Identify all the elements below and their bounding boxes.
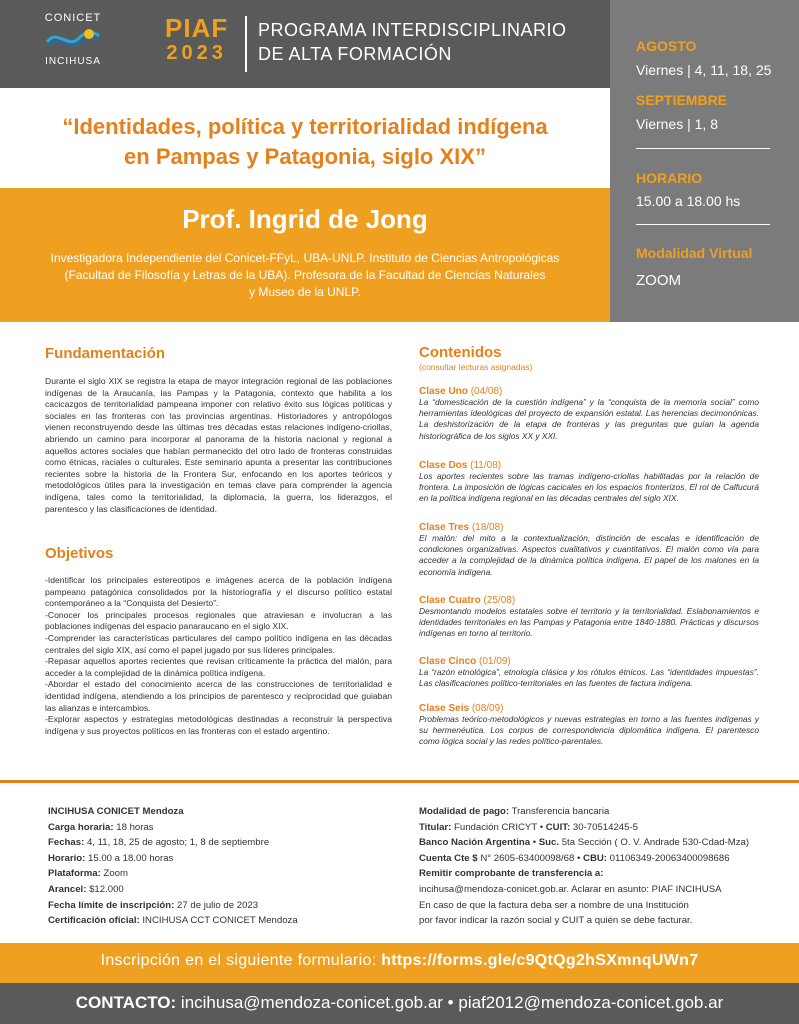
class-date: (01/09)	[479, 656, 511, 667]
class-name: Clase Dos	[419, 460, 468, 471]
program-title	[258, 18, 567, 66]
september-days	[636, 116, 718, 132]
contenidos-heading: Contenidos	[419, 344, 502, 361]
pipe-separator: |	[687, 116, 695, 132]
info-row: Fechas: 4, 11, 18, 25 de agosto; 1, 8 de septiembre	[48, 837, 270, 849]
professor-desc-line: y Museo de la UNLP.	[249, 285, 361, 299]
objetivos-heading: Objetivos	[45, 545, 114, 562]
modalidad-value: ZOOM	[636, 272, 681, 289]
class-text: El malón: del mito a la contextualización, distinción de escalas e identificación de condiciones organizativas. Aspectos cualitativos y cuantitativos. El malón como vía para acceder a la complejidad de la dinámica política indígena. El papel de los malones en la economía indígena.	[419, 533, 759, 577]
professor-desc-line: (Facultad de Filosofía y Letras de la UBA). Profesora de la Facultad de Ciencias Naturales	[64, 268, 546, 282]
horario-value: 15.00 a 18.00 hs	[636, 193, 741, 209]
remit-line: incihusa@mendoza-conicet.gob.ar. Aclarar en asunto: PIAF INCIHUSA	[419, 883, 722, 895]
section-separator	[0, 780, 799, 783]
conicet-wave-icon	[43, 26, 103, 52]
schedule-divider	[636, 148, 770, 149]
course-title	[12, 112, 598, 172]
course-title-line-1: “Identidades, política y territorialidad indígena	[62, 114, 548, 139]
class-block	[419, 703, 759, 748]
contact-email-2[interactable]: piaf2012@mendoza-conicet.gob.ar	[458, 993, 724, 1012]
info-row: Arancel: $12.000	[48, 883, 124, 895]
payment-bank: Banco Nación Argentina • Suc. 5ta Sección ( O. V. Andrade 530-Cdad-Mza)	[419, 837, 750, 849]
conicet-logo	[28, 12, 118, 82]
class-block	[419, 460, 759, 505]
payment-account: Cuenta Cte $ N° 2605-63400098/68 • CBU: 01106349-20063400098686	[419, 852, 730, 864]
objetivo-item: -Explorar aspectos y estrategias metodológicas destinadas a reconstruir la perspectiva indígena y sus proyectos políticos en las fronteras con el estado argentino.	[45, 714, 392, 736]
schedule-divider	[636, 224, 770, 225]
class-text: Los aportes recientes sobre las tramas indígeno-criollas habilitadas por la relación de frontera. La imposición de lógicas cacicales en los espacios fronterizos. El rol de Calfucurá en la política indígena regional en las décadas centrales del siglo XIX.	[419, 471, 759, 504]
class-text: Desmontando modelos estatales sobre el territorio y la territorialidad. Eslabonamientos e identidades territoriales en las Pampas y Patagonia entre 1840-1880. Prácticas y discursos indígenas en torno al territorio.	[419, 606, 759, 639]
pipe-separator: |	[687, 62, 695, 78]
registration-link[interactable]: https://forms.gle/c9QtQg2hSXmnqUWn7	[381, 952, 699, 969]
class-date: (08/09)	[471, 703, 504, 714]
class-name: Clase Seis	[419, 703, 470, 714]
objetivo-item: -Repasar aquellos aportes recientes que revisan críticamente la práctica del malón, para acceder a la complejidad de la dinámica política indígena.	[45, 656, 392, 678]
info-row: Horario: 15.00 a 18.00 horas	[48, 852, 174, 864]
contact-line	[0, 993, 799, 1013]
objetivo-item: -Identificar los principales estereotipos e imágenes acerca de la población indígena pampeano patagónica consolidados por la historiografía y el discurso político estatal contemporáneo a la “Conquista del Desierto”.	[45, 575, 392, 609]
objetivos-list	[45, 575, 392, 737]
program-line-2: DE ALTA FORMACIÓN	[258, 44, 452, 64]
professor-desc-line: Investigadora Independiente del Conicet-FFyL, UBA-UNLP. Instituto de Ciencias Antropológicas	[50, 251, 560, 265]
fundamentacion-text: Durante el siglo XIX se registra la etapa de mayor integración regional de las poblaciones indígenas de la Araucanía, las Pampas y la Patagonia, contexto que habilita a los cacicazgos de territorialidad pampeana imponer con relativo éxito sus lógicas políticas y sociales en las fronteras con las provincias argentinas. Historiadores y antropólogos vienen reconstruyendo desde las últimas tres décadas estas relaciones indígeno-criollas, abriendo un camino para incorporar al panorama de la historia nacional y regional a aquellos actores sociales que habían permanecido del otro lado de fronteras construidas como étnicas, raciales o culturales. Este seminario apunta a presentar las contribuciones recientes sobre la historia de la Frontera Sur, enfocando en los aportes teóricos y metodológicos útiles para la investigación en temas clave para comprender la agencia indígena, tales como la territorialidad, la diplomacia, la guerra, los liderazgos, el parentesco y las clasificaciones de identidad.	[45, 376, 392, 514]
month-august: AGOSTO	[636, 38, 697, 54]
contact-separator: •	[447, 993, 454, 1012]
registration-label: Inscripción en el siguiente formulario:	[100, 952, 377, 969]
class-block	[419, 522, 759, 578]
payment-info	[419, 804, 789, 929]
piaf-year: 2023	[166, 42, 227, 64]
class-name: Clase Uno	[419, 386, 468, 397]
remit-line: por favor indicar la razón social y CUIT a quién se debe facturar.	[419, 915, 693, 927]
org-name: INCIHUSA CONICET Mendoza	[48, 806, 184, 817]
class-date: (18/08)	[471, 522, 504, 533]
class-name: Clase Tres	[419, 522, 470, 533]
remit-line: En caso de que la factura deba ser a nombre de una Institución	[419, 899, 689, 911]
class-block	[419, 386, 759, 442]
payment-titular: Titular: Fundación CRICYT • CUIT: 30-70514245-5	[419, 821, 639, 833]
piaf-word: PIAF	[165, 13, 229, 43]
contenidos-subheading: (consultar lecturas asignadas)	[419, 362, 533, 372]
professor-description	[30, 250, 580, 301]
class-date: (11/08)	[470, 460, 502, 471]
info-row: Carga horaria: 18 horas	[48, 821, 154, 833]
course-info	[48, 804, 388, 929]
piaf-mark	[165, 14, 228, 64]
objetivo-item: -Abordar el estado del conocimiento acerca de las construcciones de territorialidad e identidad indígena, atendiendo a los principios de parentesco y reciprocidad que guiaban las alianzas e intercambios.	[45, 679, 392, 713]
august-days-values: 4, 11, 18, 25	[694, 62, 772, 78]
payment-method: Modalidad de pago: Transferencia bancaria	[419, 806, 610, 817]
class-date: (04/08)	[470, 386, 503, 397]
fundamentacion-heading: Fundamentación	[45, 345, 166, 362]
modalidad-label: Modalidad Virtual	[636, 245, 753, 261]
remit-heading: Remitir comprobante de transferencia a:	[419, 868, 604, 880]
info-row: Fecha límite de inscripción: 27 de julio de 2023	[48, 899, 259, 911]
contact-email-1[interactable]: incihusa@mendoza-conicet.gob.ar	[180, 993, 443, 1012]
horario-label: HORARIO	[636, 170, 703, 186]
contact-label: CONTACTO:	[75, 993, 177, 1012]
program-line-1: PROGRAMA INTERDISCIPLINARIO	[258, 20, 567, 40]
header-divider	[245, 16, 247, 72]
august-days-label: Viernes	[636, 62, 684, 78]
august-days	[636, 62, 771, 78]
info-row: Plataforma: Zoom	[48, 868, 128, 880]
class-text: Problemas teórico-metodológicos y nuevas estrategias en torno a las fuentes indígenas y su hermenéutica. Los corpus de correspondencia diplomática indígena. El parentesco como lógica social y las redes político-parentales.	[419, 714, 759, 747]
professor-name: Prof. Ingrid de Jong	[182, 204, 428, 234]
month-september: SEPTIEMBRE	[636, 92, 728, 108]
class-name: Clase Cinco	[419, 656, 477, 667]
info-row: Certificación oficial: INCIHUSA CCT CONICET Mendoza	[48, 915, 298, 927]
objetivo-item: -Comprender las características particulares del campo político indígena en las décadas centrales del siglo XIX, así como el papel jugado por sus líderes principales.	[45, 632, 392, 655]
class-date: (25/08)	[483, 595, 516, 606]
logo-top-text: CONICET	[44, 12, 102, 24]
objetivo-item: -Conocer los principales procesos regionales que atraviesan e involucran a las poblaciones indígenas del espacio panaraucano en el siglo XIX.	[45, 609, 392, 632]
course-title-line-2: en Pampas y Patagonia, siglo XIX”	[124, 144, 486, 169]
class-block	[419, 656, 759, 689]
september-days-label: Viernes	[636, 116, 684, 132]
class-name: Clase Cuatro	[419, 595, 481, 606]
logo-bottom-text: INCIHUSA	[45, 56, 101, 67]
class-text: La “razón etnológica”, etnología clásica y los rótulos étnicos. Las “identidades impuestas”. Las clasificaciones político-territoriales en las fuentes de factura indígena.	[419, 667, 759, 689]
september-days-values: 1, 8	[694, 116, 718, 132]
class-block	[419, 595, 759, 640]
registration-text	[0, 952, 799, 970]
class-text: La “domesticación de la cuestión indígena” y la “conquista de la memoria social” como herramientas ideológicas del proyecto de expansión estatal. Las herencias decimonónicas. La deshistorización de la etapa de fronteras y las preguntas que guían la agenda historiográfica de los siglos XX y XXI.	[419, 397, 759, 441]
